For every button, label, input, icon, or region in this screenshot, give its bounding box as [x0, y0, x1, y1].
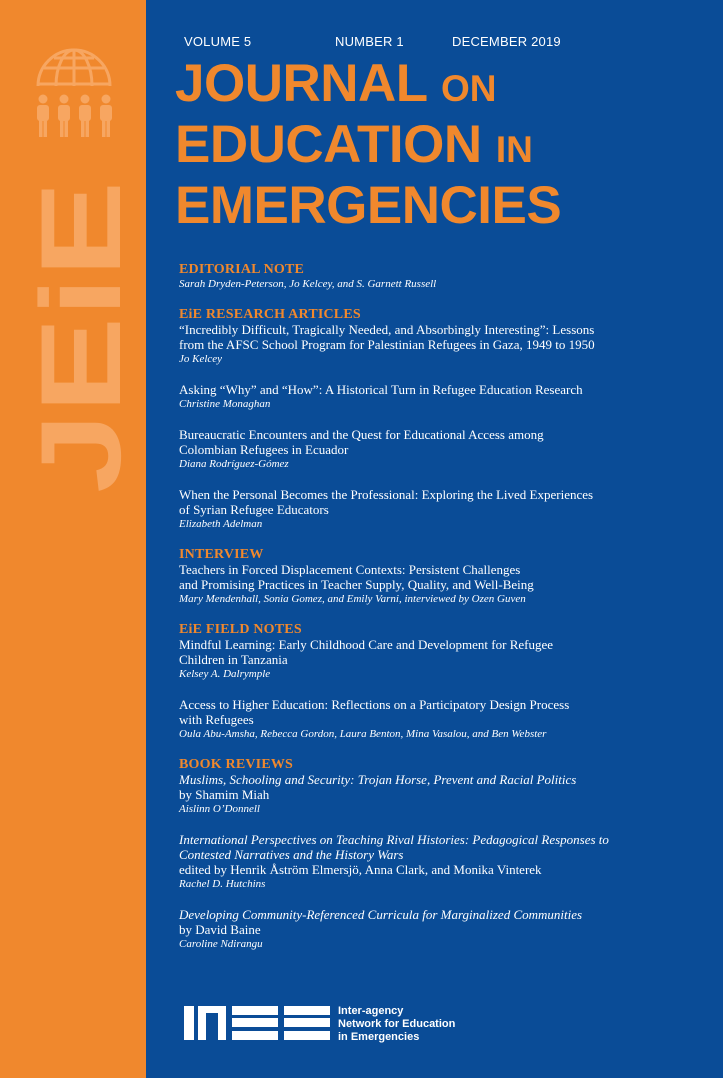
article-author: Oula Abu-Amsha, Rebecca Gordon, Laura Benton, Mina Vasalou, and Ben Webster [179, 728, 547, 740]
article-title: with Refugees [179, 712, 254, 727]
title-on: ON [440, 68, 497, 109]
section-heading-editorial: EDITORIAL NOTE [179, 262, 305, 277]
section-heading-interview: INTERVIEW [179, 547, 264, 562]
book-title: Muslims, Schooling and Security: Trojan Horse, Prevent and Racial Politics [179, 772, 577, 787]
article-author: Diana Rodríguez-Gómez [179, 458, 289, 470]
people-icon [33, 94, 117, 138]
inee-logo [184, 1006, 330, 1040]
article-title: When the Personal Becomes the Professional: Exploring the Lived Experiences [179, 487, 594, 502]
inee-name-line: in Emergencies [338, 1031, 420, 1043]
globe-icon [34, 34, 114, 88]
issue-date: DECEMBER 2019 [452, 34, 561, 49]
article-author: Jo Kelcey [179, 353, 223, 365]
article-author: Elizabeth Adelman [179, 518, 263, 530]
book-author: by David Baine [179, 922, 261, 937]
article-title: Access to Higher Education: Reflections on a Participatory Design Process [179, 697, 570, 712]
table-of-contents [179, 262, 709, 952]
jeie-logo [18, 175, 145, 495]
inee-name-line: Inter-agency [338, 1005, 404, 1017]
section-heading-research: EiE RESEARCH ARTICLES [179, 307, 361, 322]
section-heading-field-notes: EiE FIELD NOTES [179, 622, 302, 637]
interview-authors: Mary Mendenhall, Sonia Gomez, and Emily Varni, interviewed by Ozen Guven [179, 593, 526, 605]
book-title: Contested Narratives and the History Wars [179, 847, 404, 862]
article-title: Children in Tanzania [179, 652, 288, 667]
inee-name-line: Network for Education [338, 1018, 456, 1030]
article-title: Asking “Why” and “How”: A Historical Turn in Refugee Education Research [179, 382, 583, 397]
article-title: “Incredibly Difficult, Tragically Needed, and Absorbingly Interesting”: Lessons [179, 322, 595, 337]
title-journal: JOURNAL [175, 54, 427, 113]
orange-sidebar [0, 0, 146, 1078]
article-title: Mindful Learning: Early Childhood Care and Development for Refugee [179, 637, 554, 652]
article-title: Bureaucratic Encounters and the Quest for Educational Access among [179, 427, 544, 442]
issue-volume: VOLUME 5 [184, 34, 252, 49]
article-title: of Syrian Refugee Educators [179, 502, 329, 517]
section-heading-book-reviews: BOOK REVIEWS [179, 757, 294, 772]
book-reviewer: Rachel D. Hutchins [179, 878, 266, 890]
book-reviewer: Caroline Ndirangu [179, 938, 263, 950]
jeie-logo-text: JEiE [18, 245, 145, 493]
book-author: edited by Henrik Åström Elmersjö, Anna Clark, and Monika Vinterek [179, 862, 542, 877]
book-title: International Perspectives on Teaching Rival Histories: Pedagogical Responses to [179, 832, 609, 847]
article-author: Christine Monaghan [179, 398, 271, 410]
article-author: Kelsey A. Dalrymple [179, 668, 271, 680]
article-title: Colombian Refugees in Ecuador [179, 442, 349, 457]
editorial-authors: Sarah Dryden-Peterson, Jo Kelcey, and S. Garnett Russell [179, 278, 437, 290]
book-reviewer: Aislinn O’Donnell [179, 803, 260, 815]
title-emergencies: EMERGENCIES [175, 176, 562, 235]
book-author: by Shamim Miah [179, 787, 270, 802]
interview-title: Teachers in Forced Displacement Contexts: Persistent Challenges [179, 562, 521, 577]
article-title: from the AFSC School Program for Palestinian Refugees in Gaza, 1949 to 1950 [179, 337, 595, 352]
journal-title [175, 56, 715, 234]
issue-number: NUMBER 1 [335, 34, 404, 49]
interview-title: and Promising Practices in Teacher Supply, Quality, and Well-Being [179, 577, 534, 592]
title-in: IN [495, 129, 533, 170]
book-title: Developing Community-Referenced Curricula for Marginalized Communities [179, 907, 583, 922]
inee-name [338, 1005, 455, 1044]
title-education: EDUCATION [175, 115, 482, 174]
